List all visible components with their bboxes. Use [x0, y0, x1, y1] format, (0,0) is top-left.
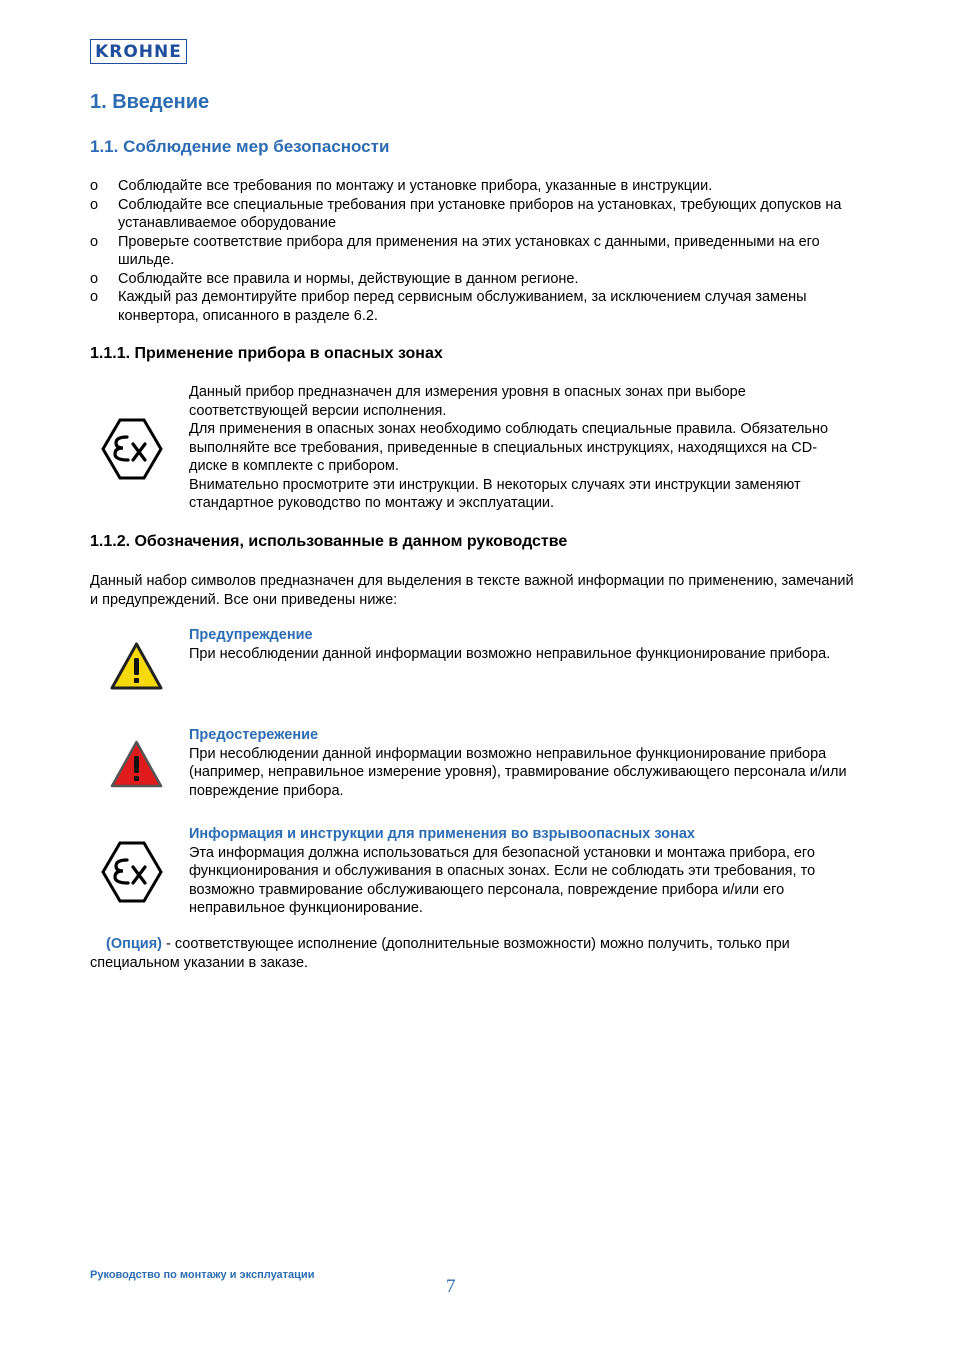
symbols-intro: Данный набор символов предназначен для выделения в тексте важной информации по применению, замечаний и предупреждений. Все они приведены ниже:	[90, 573, 854, 608]
page-number: 7	[446, 1276, 456, 1297]
list-item: o Соблюдайте все требования по монтажу и установке прибора, указанные в инструкции.	[90, 178, 713, 194]
caution-title: Предостережение	[189, 727, 319, 743]
warning-red-icon	[109, 739, 164, 789]
warning-block	[189, 626, 849, 663]
ex-info-block	[189, 825, 859, 918]
section-title-hazardous-areas: 1.1.1. Применение прибора в опасных зонах	[90, 345, 443, 362]
paragraph: Данный прибор предназначен для измерения уровня в опасных зонах при выборе соответствующей версии исполнения.	[189, 384, 746, 419]
bullet-marker: o	[90, 233, 99, 250]
list-item: o Соблюдайте все правила и нормы, действующие в данном регионе.	[90, 270, 579, 287]
paragraph: Внимательно просмотрите эти инструкции. В некоторых случаях эти инструкции заменяют стандартное руководство по монтажу и эксплуатации.	[189, 476, 801, 511]
caution-text: При несоблюдении данной информации возможно неправильное функционирование прибора (например, неправильное измерение уровня), травмирование обслуживающего персонала и/или повреждение прибора.	[189, 745, 847, 799]
warning-title: Предупреждение	[189, 627, 313, 643]
footer-doc-title: Руководство по монтажу и эксплуатации	[90, 1269, 315, 1281]
section-title-safety: 1.1. Соблюдение мер безопасности	[90, 137, 390, 156]
bullet-marker: o	[90, 289, 99, 305]
ex-icon	[100, 840, 164, 904]
option-label: (Опция)	[106, 936, 162, 952]
krohne-logo	[90, 39, 187, 64]
bullet-marker: o	[90, 178, 99, 194]
logo-text: KROHNE	[95, 41, 182, 62]
page-title: 1. Введение	[90, 91, 210, 113]
list-item: o Проверьте соответствие прибора для применения на этих установках с данными, приведенными на его шильде.	[90, 233, 820, 268]
warning-yellow-icon	[109, 641, 164, 691]
paragraph: Для применения в опасных зонах необходимо соблюдать специальные правила. Обязательно выполняйте все требования, приведенные в специальных инструкциях, находящихся на CD-диске в комплекте с прибором.	[189, 421, 829, 474]
ex-info-text: Эта информация должна использоваться для безопасной установки и монтажа прибора, его функционирования и обслуживания в опасных зонах. Если не соблюдать эти требования, то возможно травмирование обслуживающего персонала, повреждение прибора и/или его неправильное функционирование.	[189, 844, 816, 916]
warning-text: При несоблюдении данной информации возможно неправильное функционирование прибора.	[189, 645, 831, 662]
option-note	[90, 935, 870, 972]
bullet-marker: o	[90, 270, 99, 287]
hazardous-areas-text	[189, 383, 849, 513]
list-item: o Каждый раз демонтируйте прибор перед сервисным обслуживанием, за исключением случая замены конвертора, описанного в разделе 6.2.	[90, 289, 807, 324]
option-text: - соответствующее исполнение (дополнительные возможности) можно получить, только при специальном указании в заказе.	[90, 936, 790, 971]
safety-bullet-list	[90, 177, 870, 325]
list-item: o Соблюдайте все специальные требования при установке приборов на установках, требующих допусков на устанавливаемое оборудование	[90, 196, 842, 231]
ex-icon	[100, 417, 164, 481]
section-title-symbols: 1.1.2. Обозначения, использованные в данном руководстве	[90, 533, 568, 550]
ex-info-title: Информация и инструкции для применения во взрывоопасных зонах	[189, 826, 695, 842]
bullet-marker: o	[90, 196, 99, 213]
caution-block	[189, 726, 849, 800]
